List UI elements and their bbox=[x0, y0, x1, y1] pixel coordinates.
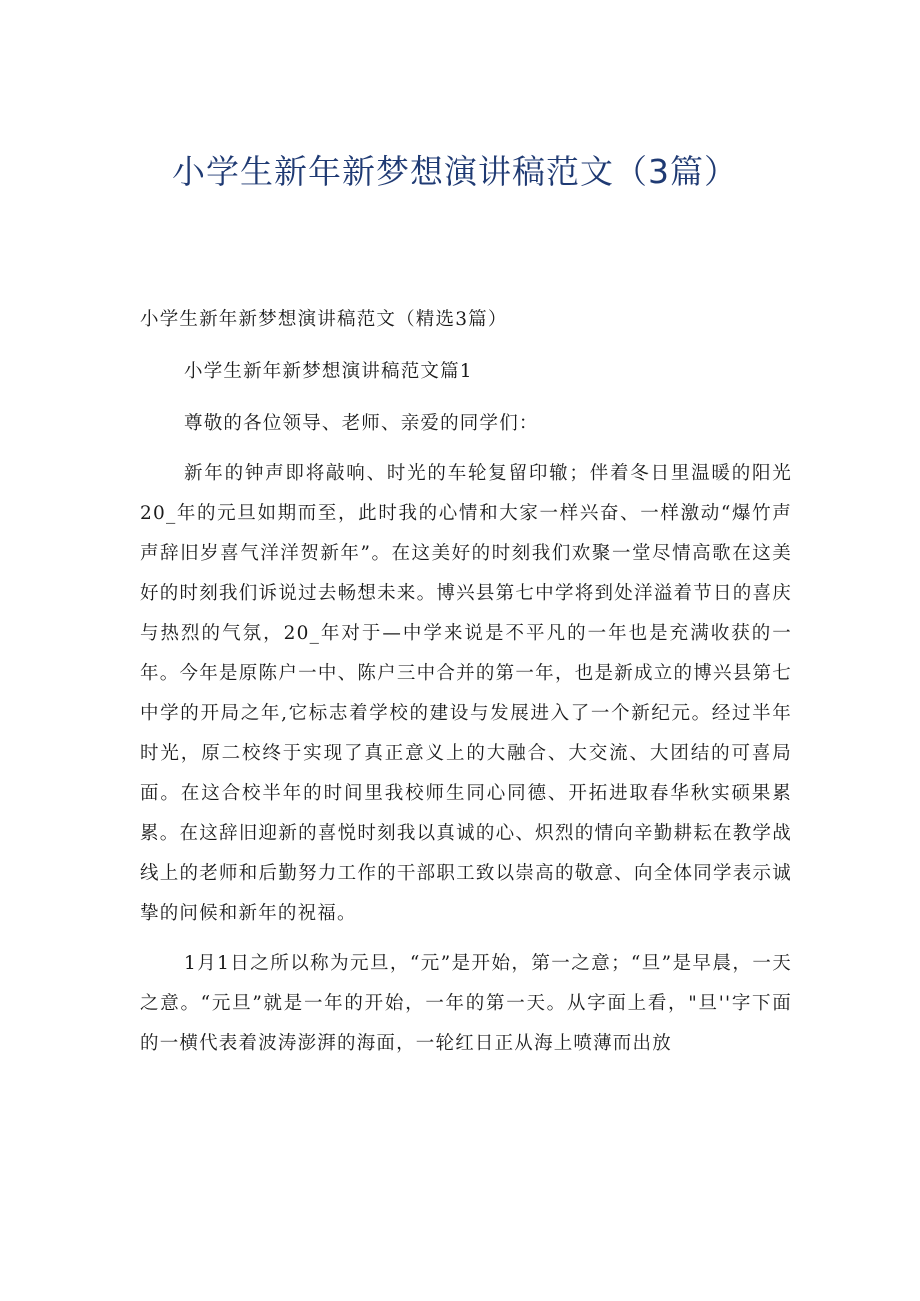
document-subtitle: 小学生新年新梦想演讲稿范文（精选3篇） bbox=[140, 309, 508, 330]
section-heading: 小学生新年新梦想演讲稿范文篇1 bbox=[184, 361, 473, 382]
body-paragraph: 1月1日之所以称为元旦，“元”是开始，第一之意；“旦”是早晨，一天之意。“元旦”就是一年的开始，一年的第一天。从字面上看，"旦''字下面的一横代表着波涛澎湃的海面，一轮红日正从海上喷薄而出放 bbox=[140, 953, 792, 1054]
document-body bbox=[140, 300, 792, 1074]
greeting-line: 尊敬的各位领导、老师、亲爱的同学们： bbox=[184, 413, 539, 434]
document-title: 小学生新年新梦想演讲稿范文（3篇） bbox=[172, 152, 738, 191]
body-paragraph: 新年的钟声即将敲响、时光的车轮复留印辙；伴着冬日里温暖的阳光20_年的元旦如期而至，此时我的心情和大家一样兴奋、一样激动“爆竹声声辞旧岁喜气洋洋贺新年”。在这美好的时刻我们欢聚一堂尽情高歌在这美好的时刻我们诉说过去畅想未来。博兴县第七中学将到处洋溢着节日的喜庆与热烈的气氛，20_年对于—中学来说是不平凡的一年也是充满收获的一年。今年是原陈户一中、陈户三中合并的第一年，也是新成立的博兴县第七中学的开局之年,它标志着学校的建设与发展进入了一个新纪元。经过半年时光，原二校终于实现了真正意义上的大融合、大交流、大团结的可喜局面。在这合校半年的时间里我校师生同心同德、开拓进取春华秋实硕果累累。在这辞旧迎新的喜悦时刻我以真诚的心、炽烈的情向辛勤耕耘在教学战线上的老师和后勤努力工作的干部职工致以崇高的敬意、向全体同学表示诚挚的问候和新年的祝福。 bbox=[140, 463, 792, 924]
